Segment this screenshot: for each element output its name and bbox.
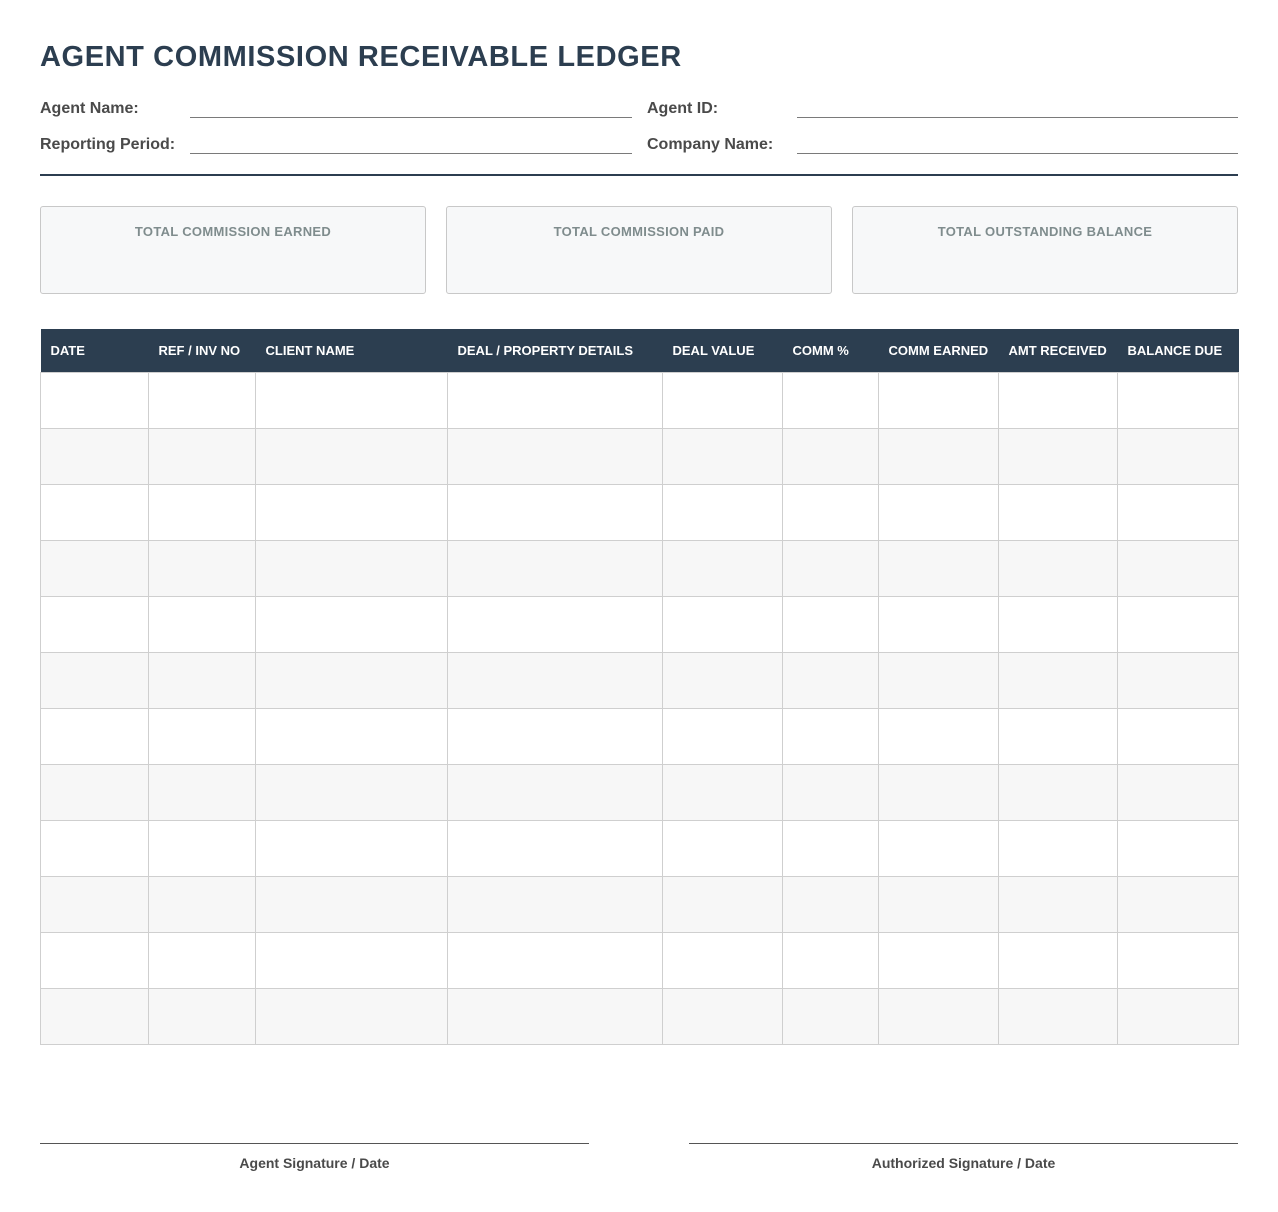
table-cell[interactable]	[663, 821, 783, 877]
table-row	[41, 541, 1239, 597]
table-cell[interactable]	[149, 765, 256, 821]
table-cell[interactable]	[1118, 989, 1239, 1045]
table-cell[interactable]	[879, 765, 999, 821]
table-cell[interactable]	[149, 989, 256, 1045]
table-cell[interactable]	[256, 877, 448, 933]
column-header: BALANCE DUE	[1118, 329, 1239, 373]
ledger-header-row	[41, 329, 1239, 373]
table-cell[interactable]	[879, 877, 999, 933]
column-header: COMM %	[783, 329, 879, 373]
table-cell[interactable]	[448, 877, 663, 933]
table-cell[interactable]	[783, 429, 879, 485]
table-cell[interactable]	[448, 821, 663, 877]
table-cell[interactable]	[879, 933, 999, 989]
table-cell[interactable]	[663, 597, 783, 653]
table-cell[interactable]	[41, 709, 149, 765]
column-header: AMT RECEIVED	[999, 329, 1118, 373]
table-row	[41, 765, 1239, 821]
table-cell[interactable]	[879, 541, 999, 597]
table-cell[interactable]	[149, 373, 256, 429]
table-row	[41, 989, 1239, 1045]
table-cell[interactable]	[41, 373, 149, 429]
table-cell[interactable]	[149, 597, 256, 653]
header-divider	[40, 174, 1238, 176]
ledger-table	[40, 329, 1239, 1045]
total-commission-earned-label: TOTAL COMMISSION EARNED	[134, 224, 332, 239]
column-header: CLIENT NAME	[256, 329, 448, 373]
page-title: AGENT COMMISSION RECEIVABLE LEDGER	[40, 41, 682, 73]
table-cell[interactable]	[1118, 485, 1239, 541]
table-row	[41, 429, 1239, 485]
table-cell[interactable]	[783, 765, 879, 821]
table-cell[interactable]	[1118, 597, 1239, 653]
column-header: DEAL VALUE	[663, 329, 783, 373]
table-cell[interactable]	[783, 877, 879, 933]
table-cell[interactable]	[256, 709, 448, 765]
agent-name-field[interactable]	[190, 117, 632, 118]
table-cell[interactable]	[41, 765, 149, 821]
agent-id-label: Agent ID:	[647, 100, 719, 117]
table-cell[interactable]	[448, 597, 663, 653]
table-row	[41, 597, 1239, 653]
table-cell[interactable]	[999, 821, 1118, 877]
table-cell[interactable]	[879, 709, 999, 765]
table-cell[interactable]	[448, 709, 663, 765]
reporting-period-label: Reporting Period:	[40, 136, 176, 153]
table-cell[interactable]	[663, 541, 783, 597]
table-row	[41, 653, 1239, 709]
table-cell[interactable]	[149, 877, 256, 933]
agent-signature-line[interactable]	[40, 1143, 589, 1144]
table-cell[interactable]	[879, 653, 999, 709]
agent-id-field[interactable]	[797, 117, 1238, 118]
table-cell[interactable]	[149, 821, 256, 877]
table-cell[interactable]	[149, 485, 256, 541]
table-cell[interactable]	[41, 597, 149, 653]
total-commission-earned-card	[40, 206, 426, 294]
table-cell[interactable]	[448, 933, 663, 989]
table-cell[interactable]	[879, 373, 999, 429]
table-cell[interactable]	[999, 989, 1118, 1045]
column-header: DEAL / PROPERTY DETAILS	[448, 329, 663, 373]
table-cell[interactable]	[999, 373, 1118, 429]
table-cell[interactable]	[999, 933, 1118, 989]
table-cell[interactable]	[448, 765, 663, 821]
table-cell[interactable]	[783, 485, 879, 541]
table-cell[interactable]	[41, 429, 149, 485]
column-header: DATE	[41, 329, 149, 373]
table-row	[41, 373, 1239, 429]
table-cell[interactable]	[1118, 541, 1239, 597]
table-cell[interactable]	[663, 709, 783, 765]
table-cell[interactable]	[999, 653, 1118, 709]
table-cell[interactable]	[663, 765, 783, 821]
total-outstanding-balance-label: TOTAL OUTSTANDING BALANCE	[937, 224, 1153, 239]
table-cell[interactable]	[999, 709, 1118, 765]
table-cell[interactable]	[256, 485, 448, 541]
table-cell[interactable]	[783, 989, 879, 1045]
table-cell[interactable]	[999, 765, 1118, 821]
table-cell[interactable]	[1118, 709, 1239, 765]
agent-signature-label: Agent Signature / Date	[239, 1155, 390, 1171]
table-cell[interactable]	[256, 597, 448, 653]
table-cell[interactable]	[783, 821, 879, 877]
table-cell[interactable]	[448, 485, 663, 541]
table-cell[interactable]	[879, 989, 999, 1045]
table-row	[41, 933, 1239, 989]
table-cell[interactable]	[1118, 373, 1239, 429]
table-cell[interactable]	[783, 597, 879, 653]
table-cell[interactable]	[149, 653, 256, 709]
table-cell[interactable]	[256, 541, 448, 597]
table-cell[interactable]	[448, 541, 663, 597]
table-cell[interactable]	[999, 877, 1118, 933]
table-row	[41, 485, 1239, 541]
table-cell[interactable]	[663, 653, 783, 709]
table-cell[interactable]	[256, 373, 448, 429]
ledger-body	[41, 373, 1239, 1045]
table-cell[interactable]	[41, 541, 149, 597]
table-cell[interactable]	[448, 989, 663, 1045]
table-cell[interactable]	[256, 933, 448, 989]
table-cell[interactable]	[783, 933, 879, 989]
table-cell[interactable]	[663, 933, 783, 989]
table-cell[interactable]	[41, 821, 149, 877]
table-cell[interactable]	[41, 933, 149, 989]
column-header: COMM EARNED	[879, 329, 999, 373]
table-cell[interactable]	[149, 429, 256, 485]
table-cell[interactable]	[783, 541, 879, 597]
table-cell[interactable]	[1118, 933, 1239, 989]
table-cell[interactable]	[783, 373, 879, 429]
table-cell[interactable]	[256, 765, 448, 821]
total-commission-paid-label: TOTAL COMMISSION PAID	[553, 224, 725, 239]
column-header: REF / INV NO	[149, 329, 256, 373]
table-cell[interactable]	[41, 989, 149, 1045]
table-cell[interactable]	[149, 709, 256, 765]
table-cell[interactable]	[41, 877, 149, 933]
table-cell[interactable]	[448, 373, 663, 429]
reporting-period-field[interactable]	[190, 153, 632, 154]
table-cell[interactable]	[879, 821, 999, 877]
table-cell[interactable]	[1118, 653, 1239, 709]
company-name-label: Company Name:	[647, 136, 774, 153]
table-cell[interactable]	[999, 597, 1118, 653]
authorized-signature-label: Authorized Signature / Date	[871, 1155, 1056, 1171]
table-row	[41, 877, 1239, 933]
table-cell[interactable]	[1118, 765, 1239, 821]
table-cell[interactable]	[783, 653, 879, 709]
table-cell[interactable]	[879, 597, 999, 653]
table-cell[interactable]	[256, 821, 448, 877]
company-name-field[interactable]	[797, 153, 1238, 154]
table-cell[interactable]	[256, 989, 448, 1045]
total-commission-paid-card	[446, 206, 832, 294]
table-cell[interactable]	[448, 653, 663, 709]
table-cell[interactable]	[663, 485, 783, 541]
table-cell[interactable]	[448, 429, 663, 485]
table-row	[41, 821, 1239, 877]
table-cell[interactable]	[999, 429, 1118, 485]
table-cell[interactable]	[879, 429, 999, 485]
table-cell[interactable]	[41, 653, 149, 709]
table-cell[interactable]	[999, 541, 1118, 597]
agent-name-label: Agent Name:	[40, 100, 139, 117]
table-cell[interactable]	[1118, 429, 1239, 485]
total-outstanding-balance-card	[852, 206, 1238, 294]
table-cell[interactable]	[41, 485, 149, 541]
table-cell[interactable]	[663, 877, 783, 933]
table-cell[interactable]	[663, 429, 783, 485]
table-row	[41, 709, 1239, 765]
table-cell[interactable]	[1118, 821, 1239, 877]
table-cell[interactable]	[256, 653, 448, 709]
table-cell[interactable]	[663, 373, 783, 429]
table-cell[interactable]	[663, 989, 783, 1045]
table-cell[interactable]	[149, 933, 256, 989]
table-cell[interactable]	[256, 429, 448, 485]
table-cell[interactable]	[149, 541, 256, 597]
authorized-signature-line[interactable]	[689, 1143, 1238, 1144]
table-cell[interactable]	[1118, 877, 1239, 933]
table-cell[interactable]	[783, 709, 879, 765]
table-cell[interactable]	[999, 485, 1118, 541]
table-cell[interactable]	[879, 485, 999, 541]
